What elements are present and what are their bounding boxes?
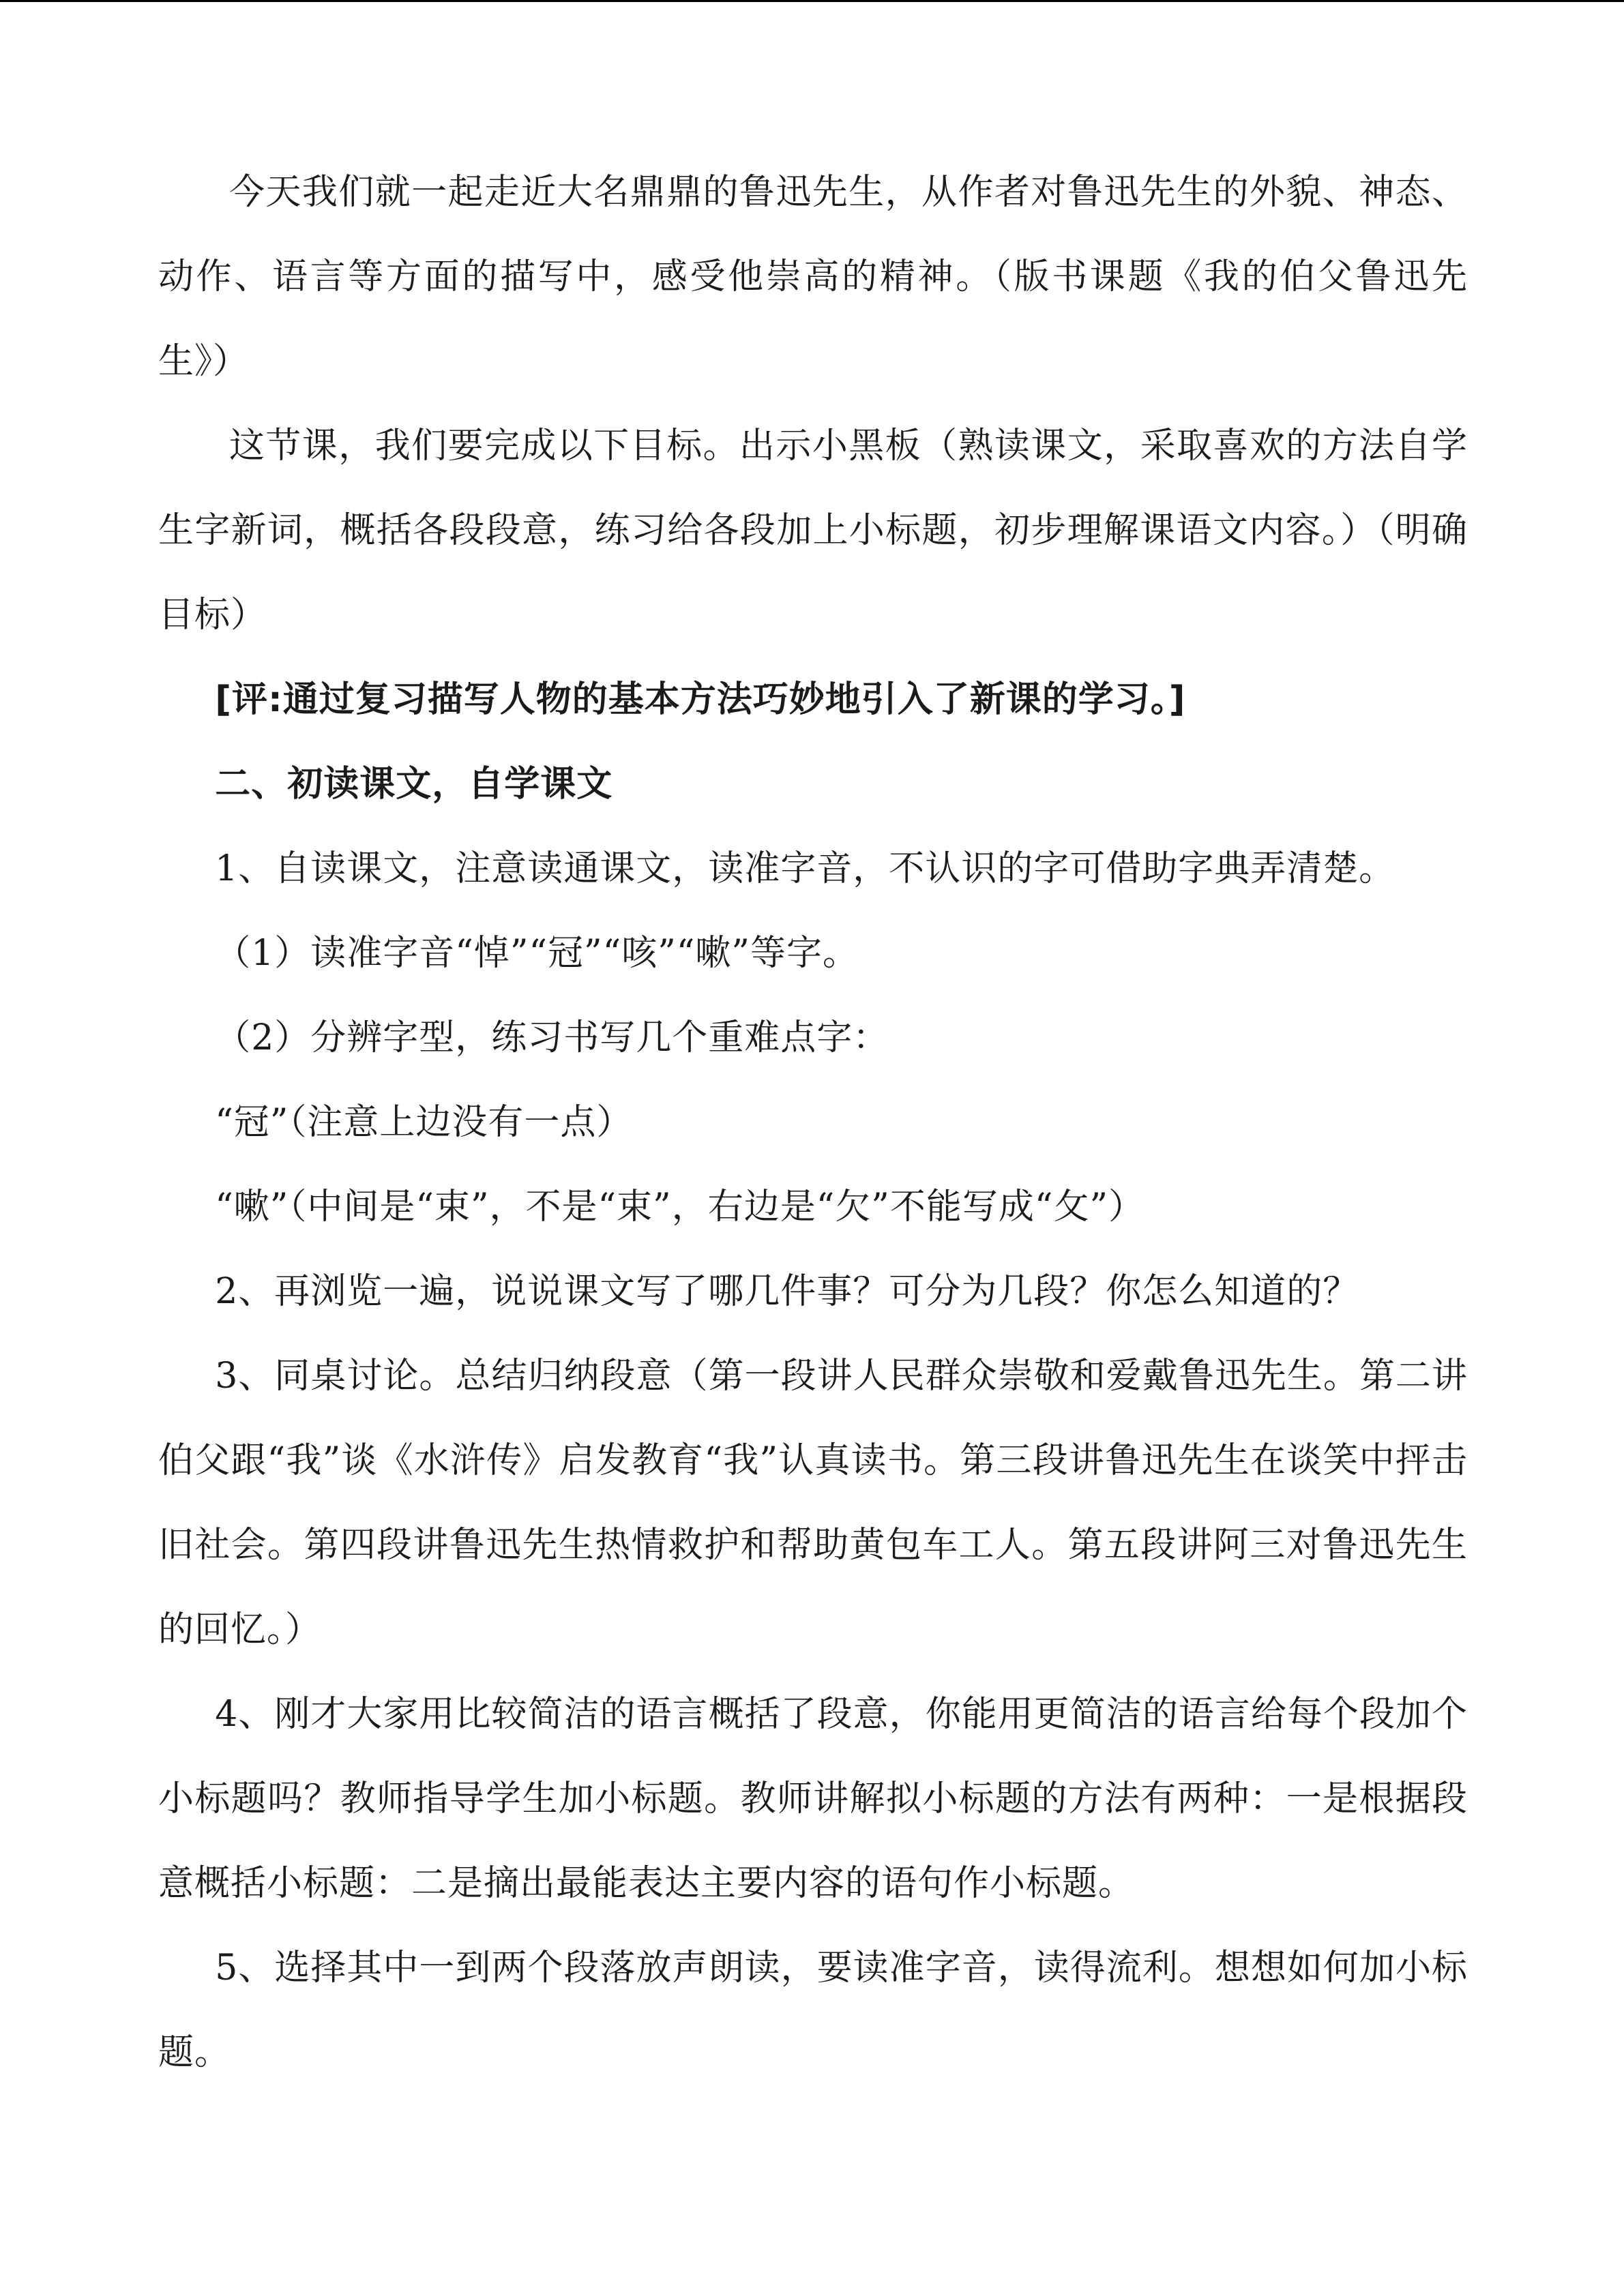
step-5: 5、选择其中一到两个段落放声朗读，要读准字音，读得流利。想想如何加小标题。: [158, 1948, 1468, 2073]
step-3: 3、同桌讨论。总结归纳段意（第一段讲人民群众崇敬和爱戴鲁迅先生。第二讲伯父跟“我”谈《水浒传》启发教育“我”认真读书。第三段讲鲁迅先生在谈笑中抨击旧社会。第四段讲鲁迅先生热情救护和帮助黄包车工人。第五段讲阿三对鲁迅先生的回忆。）: [158, 1356, 1468, 1650]
page-top-border: [0, 0, 1624, 2]
paragraph-intro: 今天我们就一起走近大名鼎鼎的鲁迅先生，从作者对鲁迅先生的外貌、神态、动作、语言等方面的描写中，感受他崇高的精神。（版书课题《我的伯父鲁迅先生》）: [158, 172, 1468, 382]
teacher-comment: [评:通过复习描写人物的基本方法巧妙地引入了新课的学习。]: [215, 679, 1186, 720]
step-1-sub-1: （1）读准字音“悼”“冠”“咳”“嗽”等字。: [215, 933, 859, 974]
step-2: 2、再浏览一遍，说说课文写了哪几件事？可分为几段？你怎么知道的？: [215, 1271, 1359, 1312]
step-4: 4、刚才大家用比较简洁的语言概括了段意，你能用更简洁的语言给每个段加个小标题吗？教师指导学生加小标题。教师讲解拟小标题的方法有两种：一是根据段意概括小标题：二是摘出最能表达主要内容的语句作小标题。: [158, 1694, 1468, 1904]
step-1: 1、自读课文，注意读通课文，读准字音，不认识的字可借助字典弄清楚。: [215, 848, 1396, 889]
document-page: [158, 150, 1468, 2095]
section-heading: 二、初读课文，自学课文: [215, 764, 613, 805]
step-1-sub-2: （2）分辨字型，练习书写几个重难点字：: [215, 1017, 889, 1058]
character-note-guan: “冠”（注意上边没有一点）: [215, 1102, 633, 1143]
character-note-sou: “嗽”（中间是“束”，不是“束”，右边是“欠”不能写成“攵”）: [215, 1187, 1145, 1227]
paragraph-objectives: 这节课，我们要完成以下目标。出示小黑板（熟读课文，采取喜欢的方法自学生字新词，概括各段段意，练习给各段加上小标题，初步理解课语文内容。）（明确目标）: [158, 426, 1468, 636]
